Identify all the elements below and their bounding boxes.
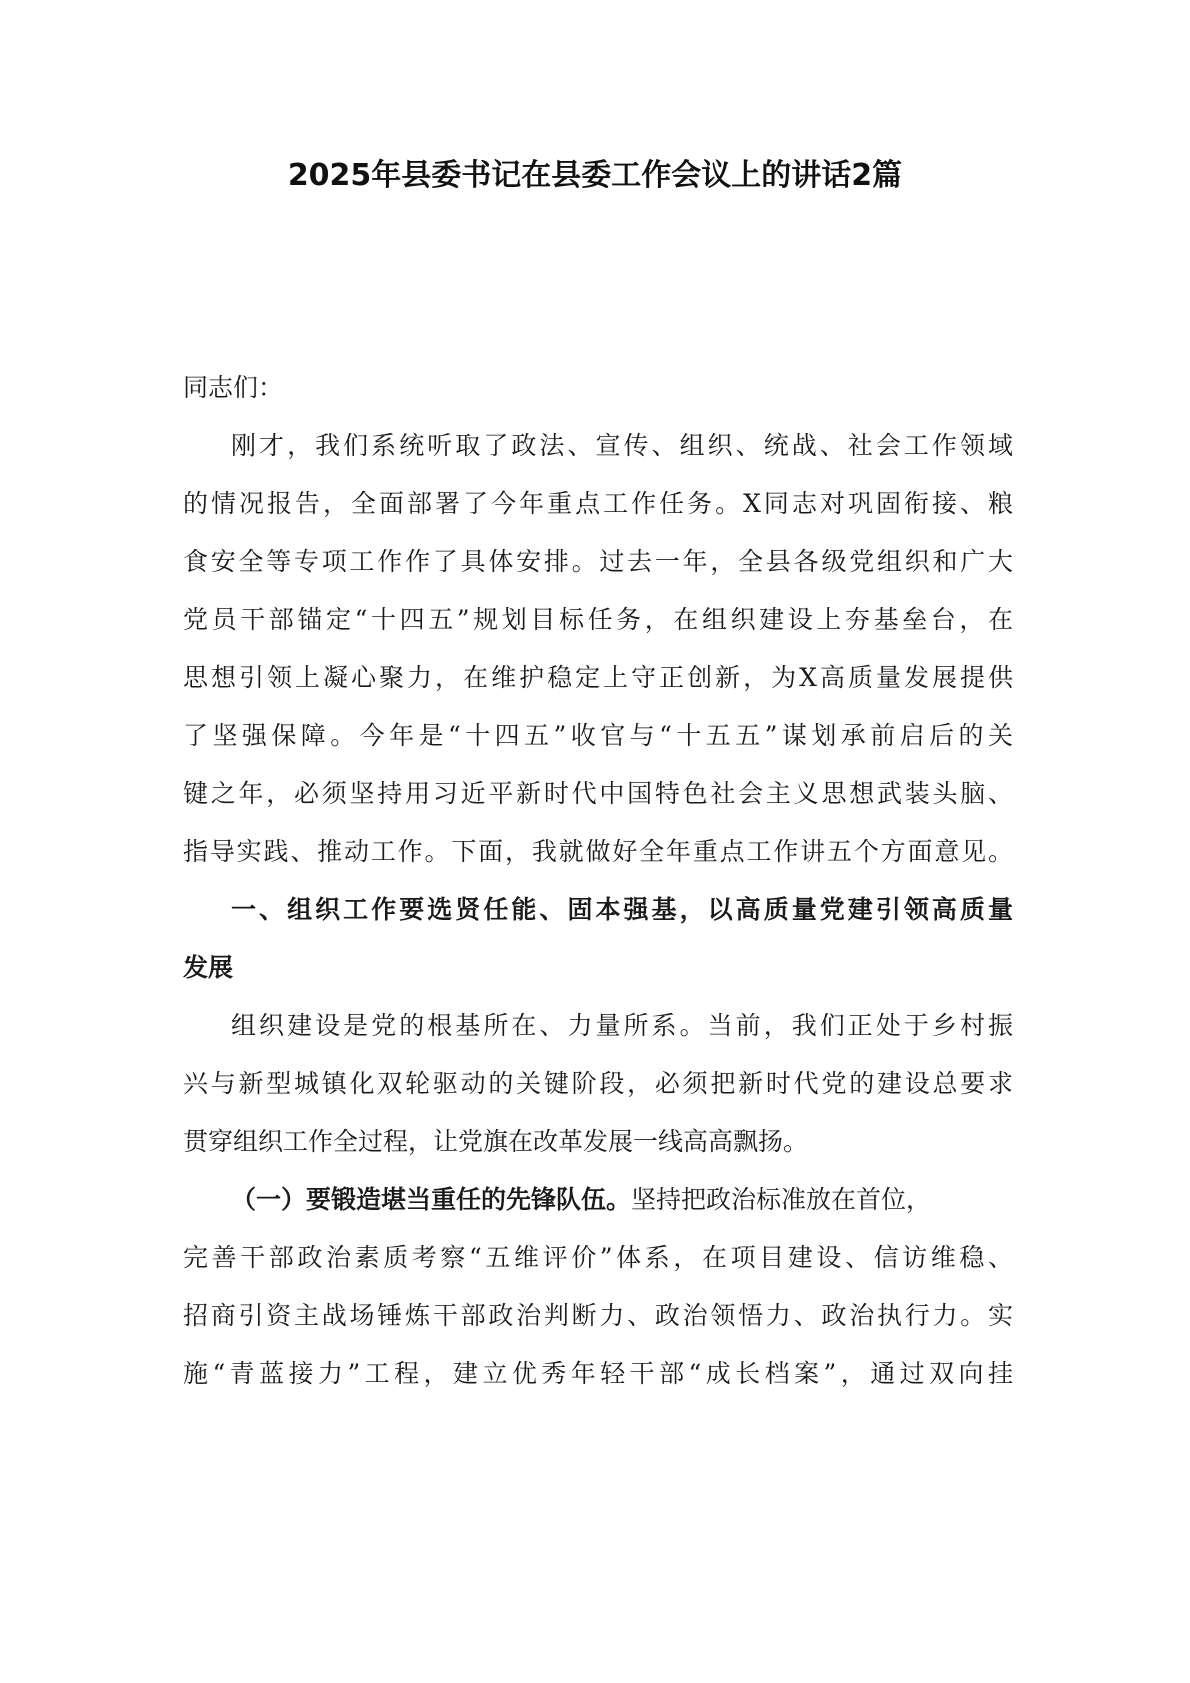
paragraph-line: 键之年，必须坚持用习近平新时代中国特色社会主义思想武装头脑、 bbox=[183, 779, 1013, 808]
paragraph-line: 组织建设是党的根基所在、力量所系。当前，我们正处于乡村振 bbox=[231, 1011, 1013, 1040]
paragraph-line: 指导实践、推动工作。下面，我就做好全年重点工作讲五个方面意见。 bbox=[183, 837, 1013, 866]
paragraph-line: 食安全等专项工作作了具体安排。过去一年，全县各级党组织和广大 bbox=[183, 547, 1013, 576]
paragraph-line: 贯穿组织工作全过程，让党旗在改革发展一线高高飘扬。 bbox=[183, 1127, 809, 1156]
paragraph-line: 了坚强保障。今年是“十四五”收官与“十五五”谋划承前启后的关 bbox=[183, 721, 1013, 750]
paragraph-line: 兴与新型城镇化双轮驱动的关键阶段，必须把新时代党的建设总要求 bbox=[183, 1069, 1013, 1098]
salutation: 同志们： bbox=[183, 373, 284, 402]
subsection-text: 坚持把政治标准放在首位， bbox=[631, 1185, 932, 1214]
paragraph-line: 招商引资主战场锤炼干部政治判断力、政治领悟力、政治执行力。实 bbox=[183, 1301, 1013, 1330]
paragraph-line: 思想引领上凝心聚力，在维护稳定上守正创新，为X高质量发展提供 bbox=[183, 663, 1013, 692]
paragraph-line: 刚才，我们系统听取了政法、宣传、组织、统战、社会工作领域 bbox=[231, 431, 1013, 460]
paragraph-line: 的情况报告，全面部署了今年重点工作任务。X同志对巩固衔接、粮 bbox=[183, 489, 1013, 518]
document-title: 2025年县委书记在县委工作会议上的讲话2篇 bbox=[287, 158, 903, 193]
subsection-heading: （一）要锻造堪当重任的先锋队伍。 bbox=[231, 1185, 632, 1214]
section-heading-continued: 发展 bbox=[183, 953, 234, 982]
paragraph-line: 施“青蓝接力”工程，建立优秀年轻干部“成长档案”，通过双向挂 bbox=[183, 1359, 1013, 1388]
paragraph-line: 完善干部政治素质考察“五维评价”体系，在项目建设、信访维稳、 bbox=[183, 1243, 1013, 1272]
subsection-line bbox=[231, 1180, 1013, 1220]
paragraph-line: 党员干部锚定“十四五”规划目标任务，在组织建设上夯基垒台，在 bbox=[183, 605, 1013, 634]
document-body bbox=[183, 368, 1013, 1478]
section-heading: 一、组织工作要选贤任能、固本强基，以高质量党建引领高质量 bbox=[231, 895, 1013, 924]
